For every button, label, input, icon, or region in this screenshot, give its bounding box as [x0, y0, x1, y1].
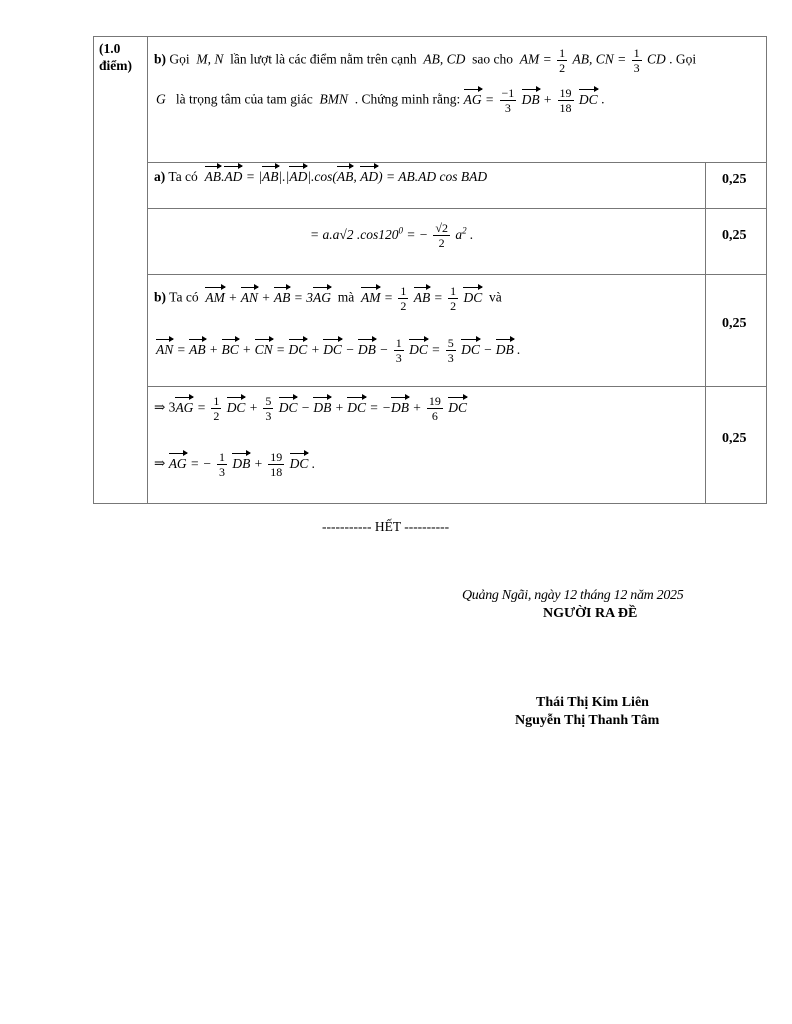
- question-text: sao cho: [472, 51, 514, 67]
- math-expr: AG =: [463, 91, 495, 107]
- author-title: NGƯỜI RA ĐỀ: [543, 606, 638, 621]
- math-expr: ⇒ 3: [154, 399, 176, 415]
- math-expr: G: [156, 91, 173, 107]
- math-expr: AG = −: [168, 455, 212, 471]
- answer-b-line-1: [154, 284, 502, 313]
- math-expr: AN = AB + BC + CN = DC + DC − DB −: [156, 341, 389, 357]
- math-expr: DB +: [521, 91, 553, 107]
- fraction: $\frac{1}{2}$: [400, 284, 407, 313]
- author-name: Thái Thị Kim Liên: [536, 695, 649, 710]
- math-expr: DC: [448, 399, 467, 415]
- table-divider: [147, 208, 767, 209]
- math-expr: = a.a√2 $.\cos 120^0$ = −: [310, 225, 428, 242]
- math-expr: AG =: [175, 399, 206, 415]
- math-expr: BMN: [316, 91, 352, 107]
- fraction: $\frac{1}{3}$: [395, 336, 402, 365]
- question-text: Gọi: [169, 51, 190, 67]
- fraction: $\frac{19}{6}$: [428, 394, 441, 423]
- math-expr: AB =: [413, 289, 443, 305]
- score: 0,25: [722, 431, 747, 446]
- math-expr: DC − DB + DC = −DB +: [278, 399, 422, 415]
- author-name: Nguyễn Thị Thanh Tâm: [515, 713, 660, 728]
- answer-text: mà: [337, 289, 355, 305]
- end-mark: ----------- HẾT ----------: [322, 519, 450, 534]
- question-text: . Gọi: [669, 51, 697, 67]
- score: 0,25: [722, 228, 747, 243]
- fraction: $\frac{1}{3}$: [219, 450, 226, 479]
- answer-a-continued: [310, 221, 473, 250]
- math-expr: AM + AN + AB = 3AG: [205, 289, 331, 305]
- answer-label: a): [154, 169, 166, 184]
- math-expr: ⇒: [154, 455, 169, 471]
- fraction: $\frac{1}{3}$: [633, 46, 640, 75]
- question-text: là trọng tâm của tam giác: [175, 91, 313, 107]
- points-label: (1.0 điểm): [99, 41, 132, 73]
- fraction: $\frac{1}{2}$: [450, 284, 457, 313]
- fraction: $\frac{19}{18}$: [559, 86, 572, 115]
- table-divider: [147, 36, 148, 504]
- math-expr: AM =: [516, 51, 552, 67]
- math-expr: AB, CN =: [572, 51, 627, 67]
- fraction: $\frac{√2}{2}$: [435, 221, 448, 250]
- answer-b-line-2: [156, 336, 520, 365]
- fraction: $\frac{5}{3}$: [265, 394, 272, 423]
- answer-b-line-3: [154, 394, 467, 423]
- answer-label: b): [154, 289, 167, 305]
- score: 0,25: [722, 316, 747, 331]
- math-expr: AM =: [360, 289, 393, 305]
- answer-text: Ta có: [169, 289, 199, 305]
- math-expr: CD: [647, 51, 666, 67]
- fraction: $\frac{1}{2}$: [213, 394, 220, 423]
- question-line-2: G là trọng tâm của tam giác BMN . Chứng minh rằng: AG = $\frac{-1}{3}$ DB + $\frac{19}{18}$ DC .: [156, 86, 605, 115]
- math-expr: DB +: [232, 455, 263, 471]
- place-date: Quảng Ngãi, ngày 12 tháng 12 năm 2025: [462, 588, 684, 603]
- table-divider: [147, 274, 767, 275]
- math-expr: DC .: [289, 455, 316, 471]
- score: 0,25: [722, 172, 747, 187]
- math-expr: $a^2$ .: [455, 225, 474, 242]
- math-expr: DC: [578, 91, 598, 107]
- table-divider: [705, 162, 706, 504]
- answer-text: Ta có: [168, 169, 198, 184]
- question-text: . Chứng minh rằng:: [354, 91, 461, 107]
- math-expr: AB.AD = |AB|.|AD|.cos(AB, AD) = AB.AD cos BAD: [204, 169, 488, 184]
- table-divider: [147, 386, 767, 387]
- answer-a-line: [154, 169, 487, 185]
- math-expr: DC +: [226, 399, 258, 415]
- math-expr: DC: [463, 289, 483, 305]
- math-expr: DC − DB .: [461, 341, 521, 357]
- answer-text: và: [488, 289, 502, 305]
- answer-b-line-4: [154, 450, 315, 479]
- math-expr: DC =: [409, 341, 441, 357]
- math-expr: AB, CD: [420, 51, 469, 67]
- question-line-1: [154, 46, 696, 75]
- fraction: $\frac{-1}{3}$: [501, 86, 515, 115]
- math-expr: M, N: [193, 51, 227, 67]
- question-text: lần lượt là các điểm nằm trên cạnh: [230, 51, 417, 67]
- fraction: $\frac{5}{3}$: [447, 336, 454, 365]
- fraction: $\frac{19}{18}$: [270, 450, 283, 479]
- fraction: $\frac{1}{2}$: [559, 46, 566, 75]
- part-b-label: b): [154, 51, 167, 67]
